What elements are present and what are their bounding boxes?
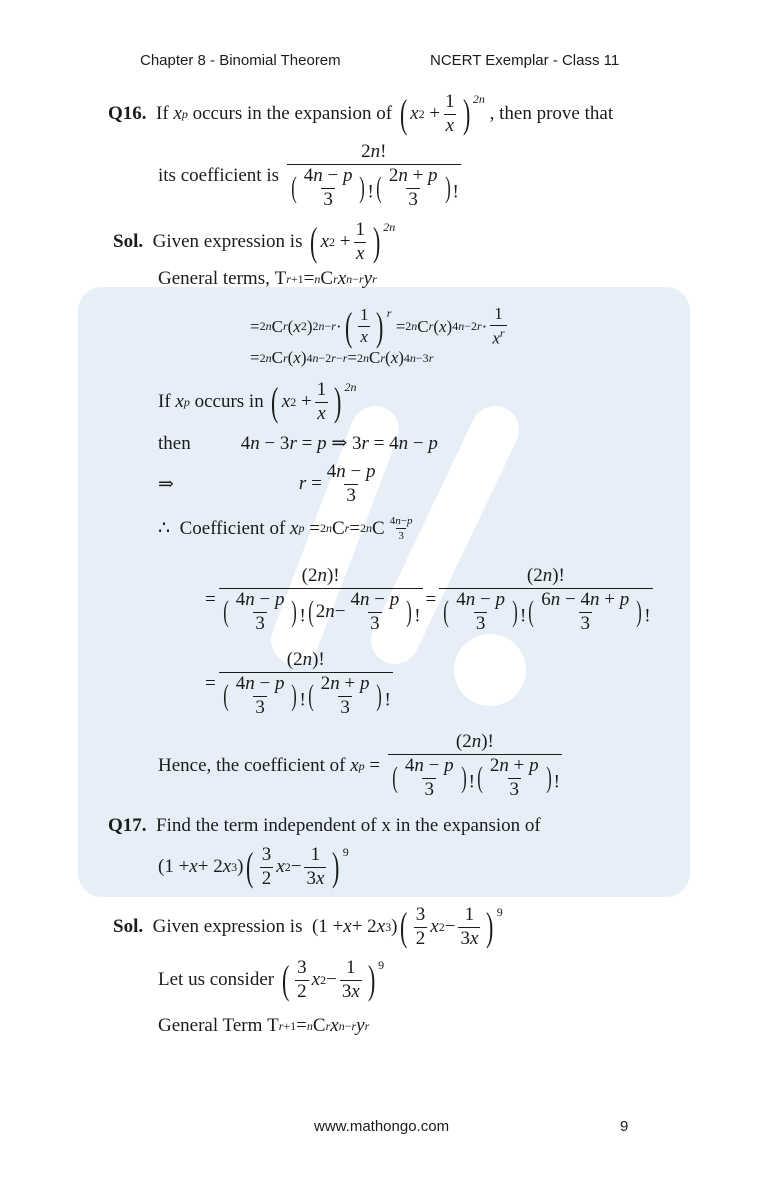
sol1-coeff: ∴ Coefficient of x p = 2n C r = 2n C $\frac{4n-p}{3}$	[158, 515, 413, 543]
sol1-r: ⇒ r = $\frac{4n - p}{3}$	[158, 461, 376, 506]
sol1-step4: = (2n)! ( $\frac{4n - p}{3}$ ) ! ( $\frac{2n + p}{3}$ ) !	[205, 649, 391, 718]
general-terms-label: General terms,	[158, 268, 270, 289]
sol2-general: General Term T r+1 = n C r x n−r y r	[158, 1015, 370, 1036]
q16-text2: occurs in the expansion of	[192, 103, 393, 125]
sol2-line1: Sol. Given expression is (1 + x + 2 x 3 ) ( $\frac{3}{2}$ x 2 − $\frac{1}{3x}$ ) $^9$	[113, 904, 503, 950]
sol1-given: Given expression is	[152, 231, 303, 253]
then-text: then	[158, 432, 191, 454]
q16-text1: If	[156, 103, 169, 125]
page-number: 9	[620, 1118, 629, 1135]
q16-text4: its coefficient is	[158, 165, 280, 187]
sol1-hence: Hence, the coefficient of x p = (2n)! ( $\frac{4n - p}{3}$ ) ! ( $\frac{2n + p}{3}$ ) !	[158, 731, 560, 800]
sol1-label: Sol.	[113, 231, 144, 253]
sol1-step3: = (2n)! ( $\frac{4n - p}{3}$ ) ! ( 2 n − $\frac{4n - p}{3}$ ) ! = (2n)! ( $\frac{4n - p}{3}$ ) ! ( $\frac{6n - 4n + p}{3}$ ) !	[205, 565, 651, 634]
sol1-then: then 4n − 3r = p ⇒ 3r = 4n − p	[158, 432, 438, 454]
q16-line1: Q16. If x p occurs in the expansion of ( x 2 + $\frac{1}{x}$ ) $^{2n}$ , then prove that	[108, 91, 614, 137]
footer-site[interactable]: www.mathongo.com	[314, 1118, 450, 1135]
sol1-step1: = 2n C r ( x 2 ) 2n−r · ( $\frac{1}{x}$ ) $^r$ = 2n C r ( x ) 4n−2r · $\frac{1}{x^r}$	[250, 303, 505, 349]
consider-text: Let us consider	[158, 969, 275, 991]
therefore-symbol: ∴	[158, 518, 171, 540]
expr-x2-plus-1-over-x: ( x 2 + $\frac{1}{x}$ ) $^{2n}$	[399, 91, 485, 137]
coeff-fraction: 2n! ( $\frac{4n - p}{3}$ ) ! ( $\frac{2n + p}{3}$ ) !	[287, 142, 461, 211]
header-chapter: Chapter 8 - Binomial Theorem	[140, 52, 341, 69]
sol1-ifoccurs: If x p occurs in ( x 2 + $\frac{1}{x}$ ) $^{2n}$	[158, 379, 357, 425]
occurs-in-text: occurs in	[194, 391, 264, 413]
q17-text: Find the term independent of x in the expansion of	[156, 815, 541, 836]
header-book: NCERT Exemplar - Class 11	[430, 52, 620, 69]
sol2-given: Given expression is	[152, 916, 303, 938]
q16-text3: , then prove that	[489, 103, 614, 125]
sol2-label: Sol.	[113, 916, 144, 938]
q16-label: Q16.	[108, 103, 147, 125]
q17-label: Q17.	[108, 815, 147, 836]
q16-line2	[158, 142, 464, 211]
sol2-consider: Let us consider ( $\frac{3}{2}$ x 2 − $\frac{1}{3x}$ ) $^9$	[158, 957, 385, 1003]
q17-line1	[108, 815, 541, 837]
sol1-line1: Sol. Given expression is ( x 2 + $\frac{1}{x}$ ) $^{2n}$	[113, 219, 396, 265]
coefficient-of-text: Coefficient of	[179, 517, 286, 539]
hence-text: Hence, the coefficient of	[158, 755, 346, 777]
general-term-label: General Term	[158, 1015, 263, 1036]
q17-expression: (1 + x + 2 x 3 ) ( $\frac{3}{2}$ x 2 − $\frac{1}{3x}$ ) $^9$	[158, 844, 349, 890]
sol1-step2: = 2n C r ( x ) 4n−2r−r = 2n C r ( x ) 4n−3r	[250, 348, 434, 367]
sol1-general: General terms, T r+1 = n C r x n−r y r	[158, 268, 377, 289]
if-text: If	[158, 391, 171, 413]
